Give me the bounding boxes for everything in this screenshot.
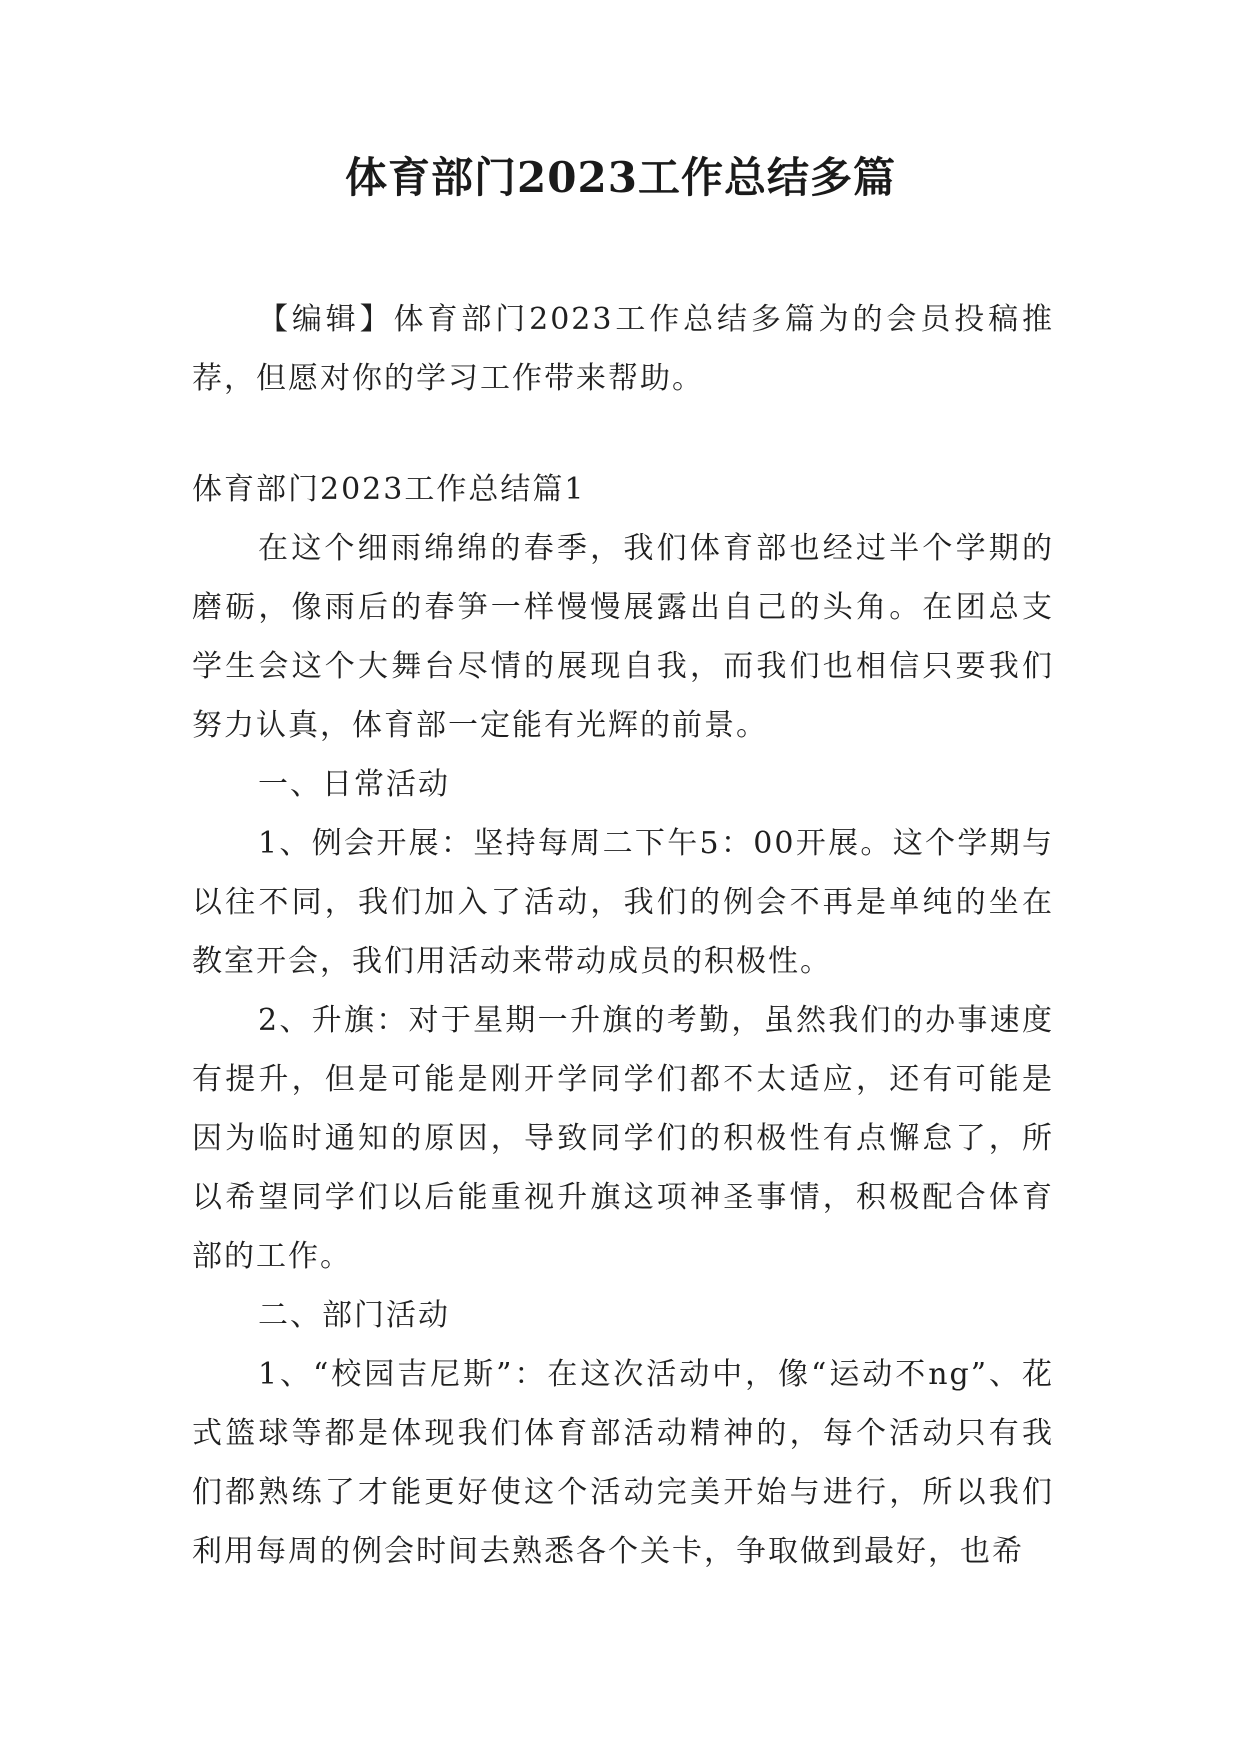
body-paragraph: 1、“校园吉尼斯”：在这次活动中，像“运动不ng”、花式篮球等都是体现我们体育部活动精神的，每个活动只有我们都熟练了才能更好使这个活动完美开始与进行，所以我们利用每周的例会时间去熟悉各个关卡，争取做到最好，也希 (192, 1357, 1054, 1569)
intro-paragraph: 【编辑】体育部门2023工作总结多篇为的会员投稿推荐，但愿对你的学习工作带来帮助。 (192, 302, 1054, 396)
document-body (192, 460, 1054, 1581)
subheading-daily-activities: 一、日常活动 (258, 767, 450, 802)
body-paragraph: 2、升旗：对于星期一升旗的考勤，虽然我们的办事速度有提升，但是可能是刚开学同学们都不太适应，还有可能是因为临时通知的原因，导致同学们的积极性有点懈怠了，所以希望同学们以后能重视升旗这项神圣事情，积极配合体育部的工作。 (192, 1003, 1054, 1274)
section-title: 体育部门2023工作总结篇1 (192, 472, 586, 507)
body-paragraph: 1、例会开展：坚持每周二下午5：00开展。这个学期与以往不同，我们加入了活动，我们的例会不再是单纯的坐在教室开会，我们用活动来带动成员的积极性。 (192, 826, 1054, 979)
body-paragraph: 在这个细雨绵绵的春季，我们体育部也经过半个学期的磨砺，像雨后的春笋一样慢慢展露出自己的头角。在团总支学生会这个大舞台尽情的展现自我，而我们也相信只要我们努力认真，体育部一定能有光辉的前景。 (192, 531, 1054, 743)
document-title: 体育部门2023工作总结多篇 (345, 153, 896, 202)
subheading-department-activities: 二、部门活动 (258, 1298, 450, 1333)
